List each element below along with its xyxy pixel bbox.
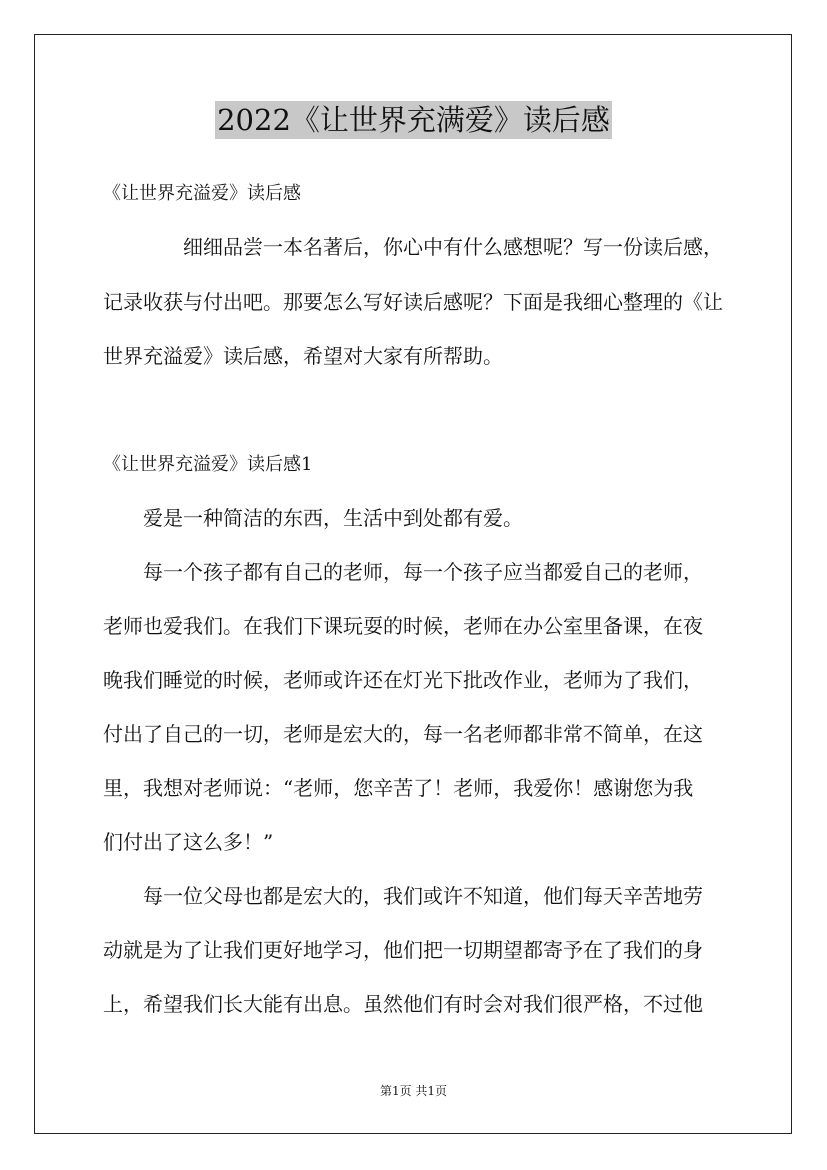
intro-line-3: 世界充溢爱》读后感，希望对大家有所帮助。 [103, 344, 503, 368]
para3-line-2: 动就是为了让我们更好地学习，他们把一切期望都寄予在了我们的身 [103, 938, 703, 962]
page-footer: 第1页 共1页 [379, 1084, 448, 1098]
intro-line-1: 细细品尝一本名著后，你心中有什么感想呢？写一份读后感， [183, 235, 723, 259]
para3-line-3: 上，希望我们长大能有出息。虽然他们有时会对我们很严格，不过他 [103, 992, 703, 1016]
document-title: 2022《让世界充满爱》读后感 [217, 103, 610, 137]
document-title-wrap [0, 100, 827, 140]
para2-line-3: 晚我们睡觉的时候，老师或许还在灯光下批改作业，老师为了我们， [103, 668, 703, 692]
section-heading: 《让世界充溢爱》读后感1 [103, 454, 313, 475]
para3-line-1: 每一位父母也都是宏大的，我们或许不知道，他们每天辛苦地劳 [143, 884, 703, 908]
para2-line-6: 们付出了这么多！” [103, 830, 274, 854]
para1-line-1: 爱是一种简洁的东西，生活中到处都有爱。 [143, 506, 523, 530]
para2-line-5: 里，我想对老师说：“老师，您辛苦了！老师，我爱你！感谢您为我 [103, 776, 694, 800]
para2-line-2: 老师也爱我们。在我们下课玩耍的时候，老师在办公室里备课，在夜 [103, 614, 703, 638]
para2-line-1: 每一个孩子都有自己的老师，每一个孩子应当都爱自己的老师， [143, 560, 703, 584]
para2-line-4: 付出了自己的一切，老师是宏大的，每一名老师都非常不简单，在这 [103, 722, 703, 746]
subheading: 《让世界充溢爱》读后感 [103, 183, 301, 204]
intro-line-2: 记录收获与付出吧。那要怎么写好读后感呢？下面是我细心整理的《让 [103, 290, 723, 314]
